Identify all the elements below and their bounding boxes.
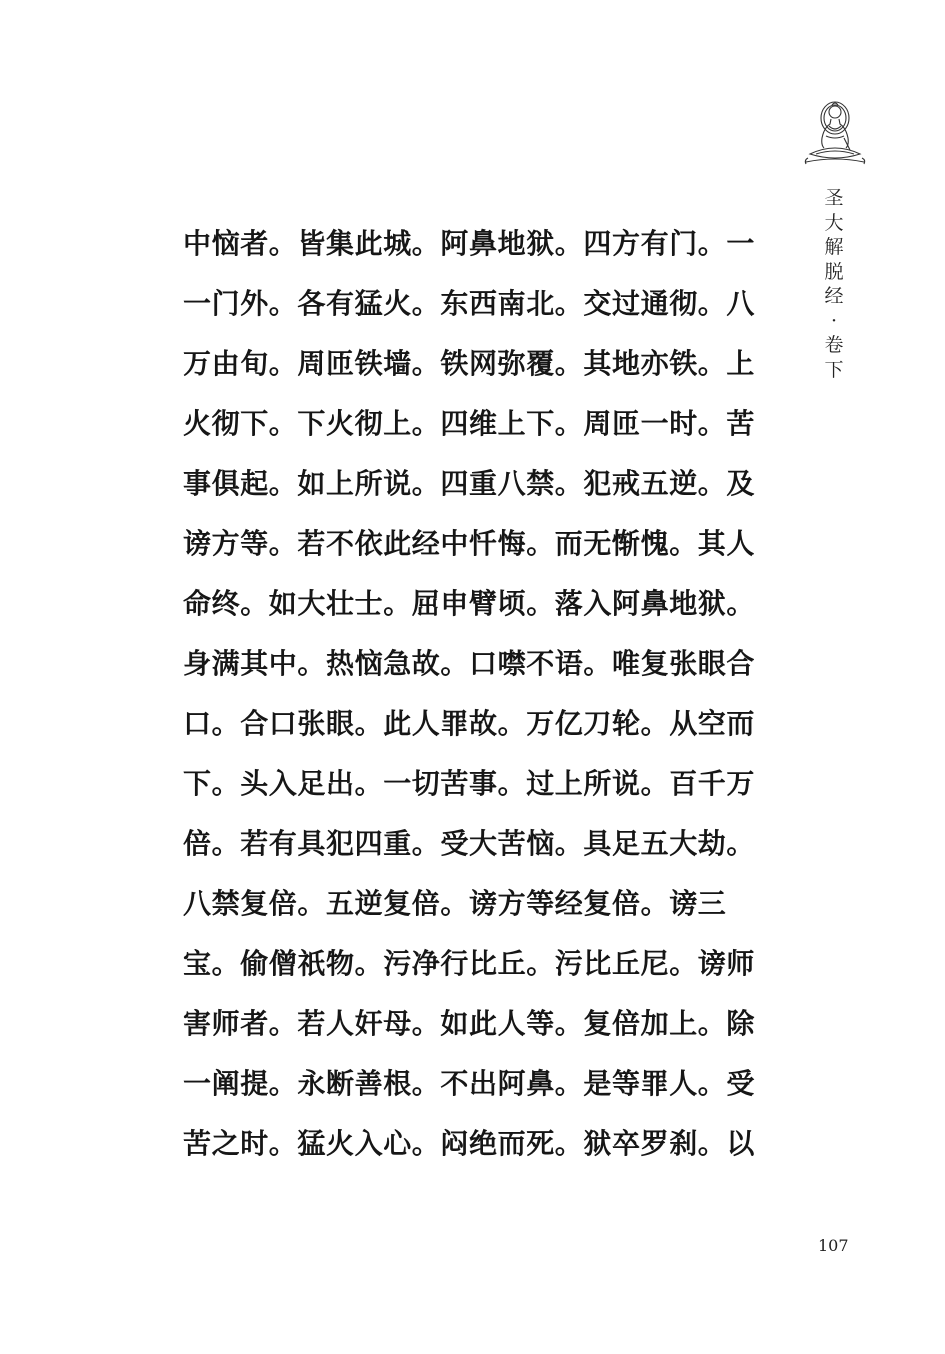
text-line: 一门外。各有猛火。东西南北。交过通彻。八 bbox=[183, 287, 756, 320]
running-title-char: 卷 bbox=[824, 334, 844, 356]
page-number: 107 bbox=[818, 1236, 849, 1255]
text-line: 火彻下。下火彻上。四维上下。周匝一时。苦 bbox=[183, 407, 756, 440]
running-title-char: 脱 bbox=[824, 260, 844, 283]
text-line: 一阐提。永断善根。不出阿鼻。是等罪人。受 bbox=[183, 1067, 756, 1100]
scripture-text bbox=[183, 214, 783, 1174]
text-line: 身满其中。热恼急故。口噤不语。唯复张眼合 bbox=[183, 647, 756, 680]
text-line: 宝。偷僧祇物。污净行比丘。污比丘尼。谤师 bbox=[183, 947, 756, 980]
text-line: 下。头入足出。一切苦事。过上所说。百千万 bbox=[183, 767, 756, 800]
text-line: 万由旬。周匝铁墙。铁网弥覆。其地亦铁。上 bbox=[183, 347, 756, 380]
text-line: 八禁复倍。五逆复倍。谤方等经复倍。谤三 bbox=[183, 887, 727, 920]
buddha-ornament-icon bbox=[800, 88, 870, 168]
text-line: 倍。若有具犯四重。受大苦恼。具足五大劫。 bbox=[183, 827, 756, 860]
running-title-char: 大 bbox=[824, 211, 844, 234]
running-title-char: 经 bbox=[824, 285, 844, 307]
running-title-char: 圣 bbox=[824, 187, 844, 209]
running-title-char: · bbox=[830, 309, 838, 332]
text-line: 苦之时。猛火入心。闷绝而死。狱卒罗刹。以 bbox=[183, 1127, 756, 1160]
text-line: 口。合口张眼。此人罪故。万亿刀轮。从空而 bbox=[183, 707, 756, 740]
text-line: 中恼者。皆集此城。阿鼻地狱。四方有门。一 bbox=[183, 227, 756, 260]
text-line: 谤方等。若不依此经中忏悔。而无惭愧。其人 bbox=[183, 527, 756, 560]
running-title-char: 解 bbox=[824, 236, 844, 258]
text-line: 命终。如大壮士。屈申臂顷。落入阿鼻地狱。 bbox=[183, 587, 756, 620]
text-line: 害师者。若人奸母。如此人等。复倍加上。除 bbox=[183, 1007, 756, 1040]
running-title-char: 下 bbox=[824, 358, 844, 381]
running-title bbox=[822, 186, 846, 382]
text-line: 事俱起。如上所说。四重八禁。犯戒五逆。及 bbox=[183, 467, 756, 500]
